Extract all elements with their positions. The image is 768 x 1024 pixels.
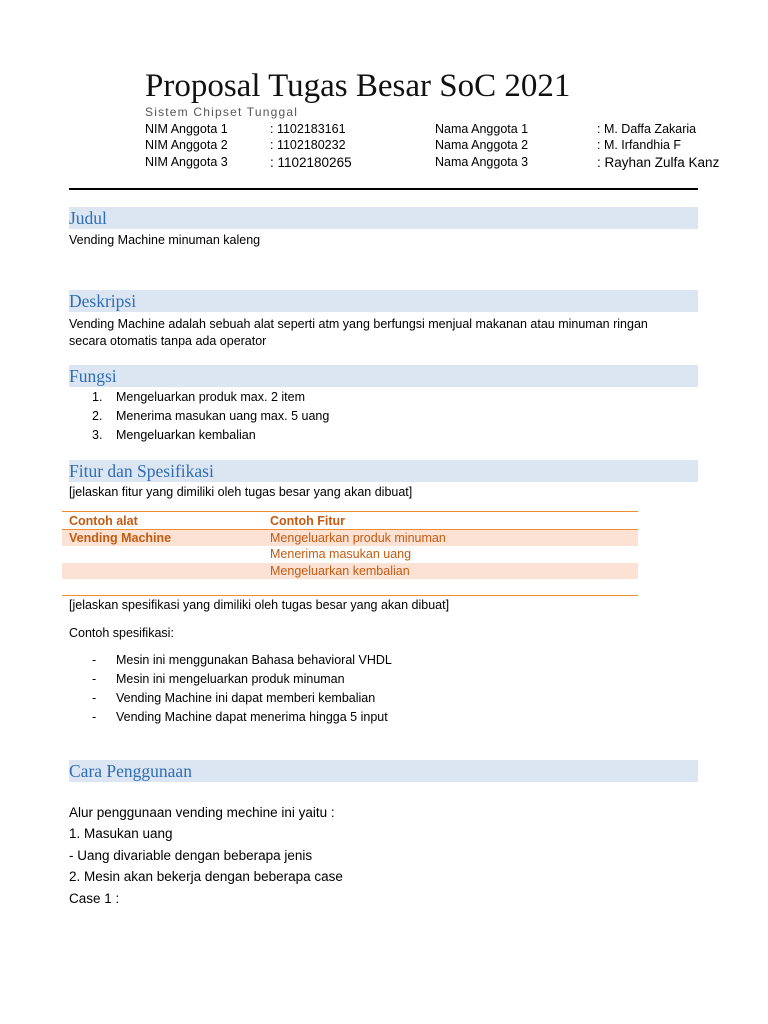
cara-line: 1. Masukan uang [69, 826, 173, 841]
table-cell-feature: Mengeluarkan kembalian [270, 564, 410, 578]
header-divider [69, 188, 698, 190]
cara-line: - Uang divariable dengan beberapa jenis [69, 848, 313, 863]
nim-value: : 1102183161 [270, 122, 346, 136]
list-item-text: Mengeluarkan produk max. 2 item [116, 390, 305, 404]
member-row [0, 138, 768, 155]
deskripsi-line: Vending Machine adalah sebuah alat seperti atm yang berfungsi menjual makanan atau minuman ringan [69, 317, 648, 331]
list-item-text: Vending Machine ini dapat memberi kembalian [116, 691, 376, 705]
list-marker: 2. [92, 409, 103, 423]
list-marker: - [92, 691, 97, 705]
section-heading-fungsi: Fungsi [69, 365, 698, 387]
name-label: Nama Anggota 2 [435, 138, 529, 152]
list-marker: 3. [92, 428, 103, 442]
member-row [0, 122, 768, 139]
section-heading-fitur: Fitur dan Spesifikasi [69, 460, 698, 482]
name-value: : M. Irfandhia F [597, 138, 682, 152]
list-marker: - [92, 653, 97, 667]
member-row [0, 155, 768, 172]
nim-label: NIM Anggota 2 [145, 138, 228, 152]
table-header-cell: Contoh Fitur [270, 514, 345, 528]
name-value: : M. Daffa Zakaria [597, 122, 697, 136]
section-heading-judul: Judul [69, 207, 698, 229]
cara-line: 2. Mesin akan bekerja dengan beberapa case [69, 869, 343, 884]
table-cell-device: Vending Machine [69, 531, 172, 545]
section-heading-cara: Cara Penggunaan [69, 760, 698, 782]
spec-intro: [jelaskan spesifikasi yang dimiliki oleh tugas besar yang akan dibuat] [69, 598, 450, 612]
table-header-cell: Contoh alat [69, 514, 138, 528]
table-bottom-border [62, 595, 638, 596]
document-subtitle: Sistem Chipset Tunggal [145, 105, 299, 119]
list-item-text: Mesin ini mengeluarkan produk minuman [116, 672, 345, 686]
nim-value: : 1102180232 [270, 138, 346, 152]
list-marker: - [92, 672, 97, 686]
list-marker: - [92, 710, 97, 724]
spec-label: Contoh spesifikasi: [69, 626, 174, 640]
cara-line: Case 1 : [69, 891, 120, 906]
name-value: : Rayhan Zulfa Kanz [597, 155, 720, 170]
judul-text: Vending Machine minuman kaleng [69, 233, 261, 247]
document-title: Proposal Tugas Besar SoC 2021 [145, 68, 571, 104]
table-top-border [62, 511, 638, 512]
list-item-text: Menerima masukan uang max. 5 uang [116, 409, 330, 423]
list-marker: 1. [92, 390, 103, 404]
name-label: Nama Anggota 1 [435, 122, 529, 136]
nim-label: NIM Anggota 1 [145, 122, 228, 136]
section-heading-deskripsi: Deskripsi [69, 290, 698, 312]
nim-value: : 1102180265 [270, 155, 352, 170]
nim-label: NIM Anggota 3 [145, 155, 228, 169]
deskripsi-line: secara otomatis tanpa ada operator [69, 334, 267, 348]
list-item-text: Mesin ini menggunakan Bahasa behavioral VHDL [116, 653, 392, 667]
fitur-intro: [jelaskan fitur yang dimiliki oleh tugas besar yang akan dibuat] [69, 485, 413, 499]
table-cell-feature: Menerima masukan uang [270, 547, 412, 561]
name-label: Nama Anggota 3 [435, 155, 529, 169]
cara-line: Alur penggunaan vending mechine ini yaitu : [69, 805, 335, 820]
list-item-text: Mengeluarkan kembalian [116, 428, 256, 442]
table-cell-feature: Mengeluarkan produk minuman [270, 531, 446, 545]
list-item-text: Vending Machine dapat menerima hingga 5 input [116, 710, 388, 724]
